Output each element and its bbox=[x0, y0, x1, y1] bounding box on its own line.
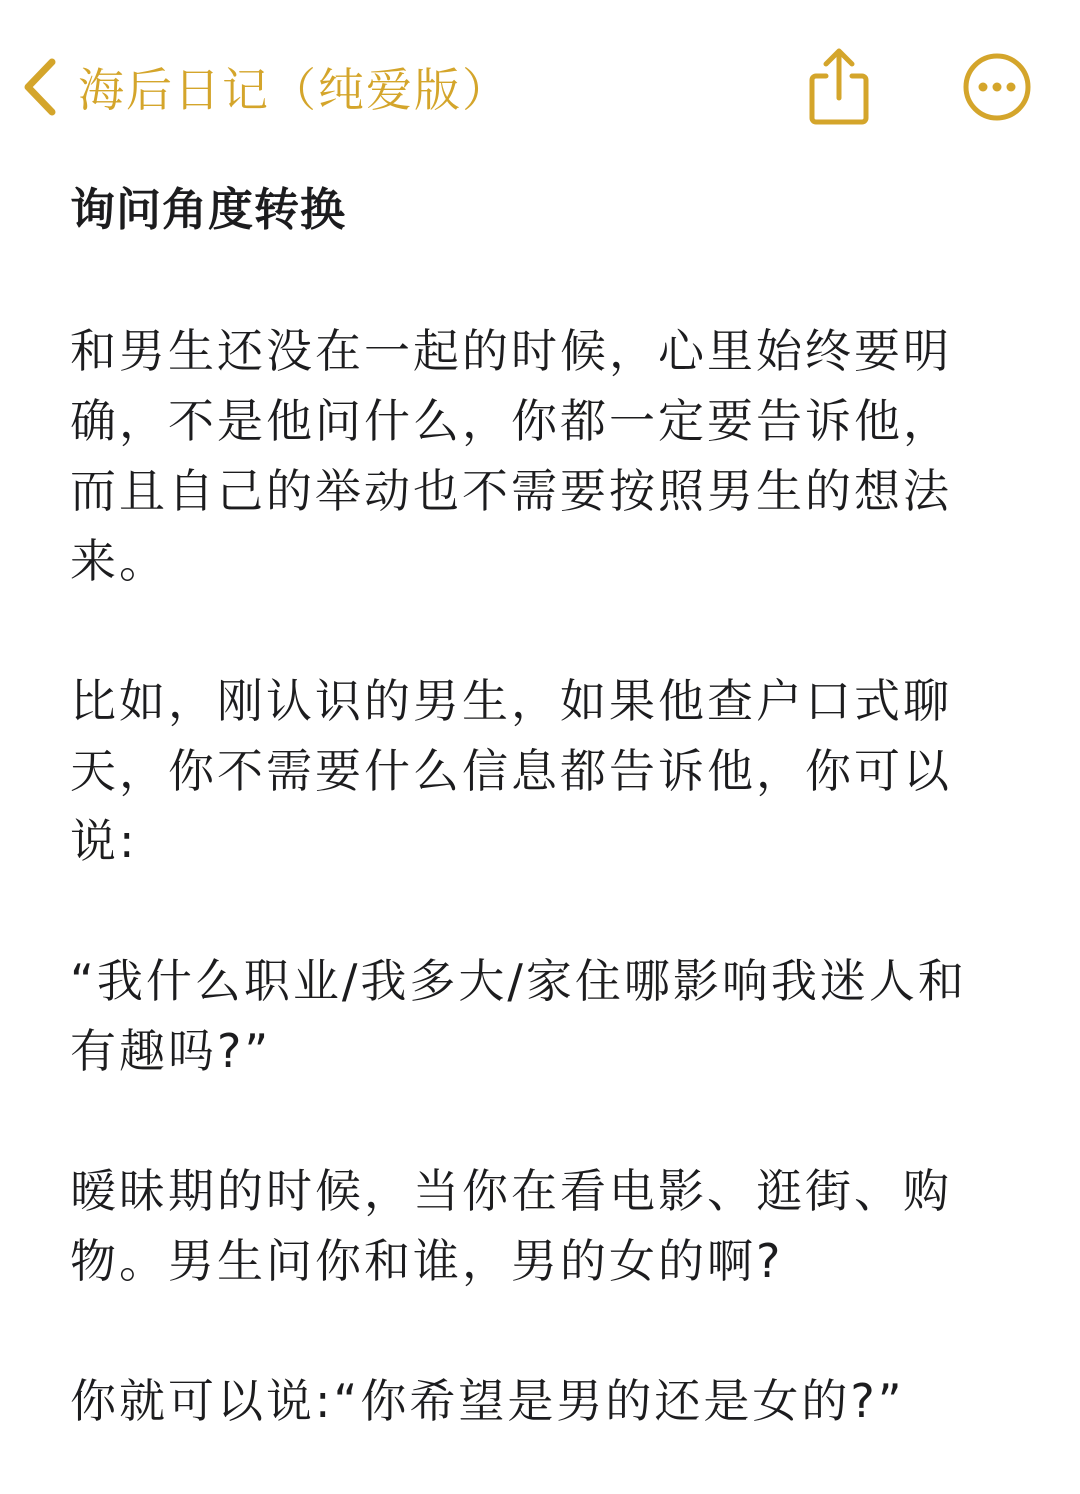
share-button[interactable] bbox=[806, 46, 872, 126]
navigation-bar bbox=[0, 40, 1080, 136]
note-paragraph: “我什么职业/我多大/家住哪影响我迷人和 有趣吗?” bbox=[70, 954, 967, 1078]
note-paragraph: 你就可以说:“你希望是男的还是女的?” bbox=[70, 1374, 905, 1428]
ellipsis-circle-icon bbox=[962, 52, 1032, 122]
share-icon bbox=[806, 46, 872, 126]
back-button[interactable] bbox=[22, 54, 510, 120]
chevron-left-icon bbox=[22, 58, 58, 116]
note-paragraph: 暧昧期的时候，当你在看电影、逛街、购 物。男生问你和谁，男的女的啊? bbox=[70, 1164, 952, 1288]
note-body[interactable] bbox=[70, 178, 1010, 1436]
note-paragraph: 和男生还没在一起的时候，心里始终要明 确，不是他问什么，你都一定要告诉他， 而且自己的举动也不需要按照男生的想法 来。 bbox=[70, 324, 952, 588]
more-button[interactable] bbox=[962, 52, 1032, 122]
note-title: 询问角度转换 bbox=[70, 183, 347, 236]
back-label: 海后日记（纯爱版） bbox=[78, 63, 510, 117]
note-paragraph: 比如，刚认识的男生，如果他查户口式聊 天，你不需要什么信息都告诉他，你可以 说: bbox=[70, 674, 952, 868]
